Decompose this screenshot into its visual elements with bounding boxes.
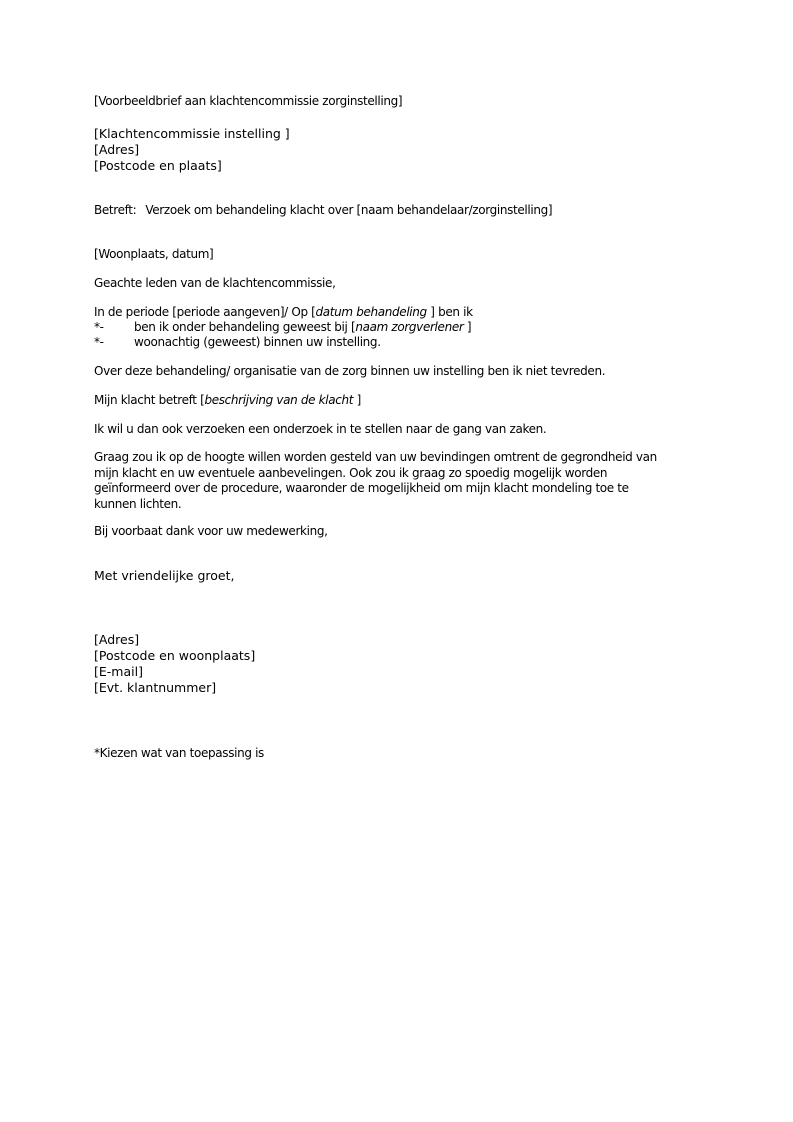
complaint-italic: beschrijving van de klacht	[204, 393, 354, 407]
period-italic: datum behandeling	[315, 305, 427, 319]
paragraph-line: kunnen lichten.	[94, 496, 182, 511]
bullet-prefix: woonachtig (geweest) binnen uw instelling.	[134, 335, 381, 349]
template-label: [Voorbeeldbrief aan klachtencommissie zorginstelling]	[94, 94, 403, 108]
period-line	[94, 304, 473, 320]
dissatisfied-line: Over deze behandeling/ organisatie van de zorg binnen uw instelling ben ik niet tevreden.	[94, 364, 606, 378]
place-date: [Woonplaats, datum]	[94, 247, 214, 261]
bullet-suffix: ]	[463, 320, 472, 334]
thanks-line: Bij voorbaat dank voor uw medewerking,	[94, 524, 328, 538]
sender-client-number: [Evt. klantnummer]	[94, 680, 217, 695]
paragraph-line: mijn klacht en uw eventuele aanbevelingen. Ook zou ik graag zo spoedig mogelijk worden	[94, 465, 608, 480]
paragraph-line: Graag zou ik op de hoogte willen worden gesteld van uw bevindingen omtrent de gegrondheid van	[94, 450, 657, 464]
complaint-suffix: ]	[353, 393, 361, 407]
subject-label: Betreft:	[94, 203, 137, 217]
footnote: *Kiezen wat van toepassing is	[94, 746, 264, 760]
recipient-name: [Klachtencommissie instelling ]	[94, 126, 290, 141]
period-suffix: ] ben ik	[426, 305, 473, 319]
complaint-line	[94, 392, 361, 408]
closing-line: Met vriendelijke groet,	[94, 568, 235, 583]
complaint-prefix: Mijn klacht betreft [	[94, 393, 205, 407]
bullet-item	[94, 319, 471, 335]
bullet-mark: *-	[94, 335, 104, 349]
salutation: Geachte leden van de klachtencommissie,	[94, 276, 336, 290]
bullet-mark: *-	[94, 320, 104, 334]
paragraph-line: geïnformeerd over de procedure, waaronder de mogelijkheid om mijn klacht mondeling toe te	[94, 481, 629, 495]
recipient-address: [Adres]	[94, 142, 140, 157]
bullet-item	[94, 334, 381, 350]
sender-address: [Adres]	[94, 632, 140, 647]
bullet-prefix: ben ik onder behandeling geweest bij [	[134, 320, 356, 334]
request-line: Ik wil u dan ook verzoeken een onderzoek in te stellen naar de gang van zaken.	[94, 422, 547, 436]
sender-postcode-city: [Postcode en woonplaats]	[94, 648, 256, 663]
recipient-postcode-city: [Postcode en plaats]	[94, 158, 222, 173]
subject-text: Verzoek om behandeling klacht over [naam behandelaar/zorginstelling]	[145, 203, 553, 217]
sender-email: [E-mail]	[94, 664, 143, 679]
bullet-italic: naam zorgverlener	[355, 320, 464, 334]
period-prefix: In de periode [periode aangeven]/ Op [	[94, 305, 316, 319]
subject-line	[94, 202, 552, 218]
inform-paragraph	[94, 450, 704, 512]
